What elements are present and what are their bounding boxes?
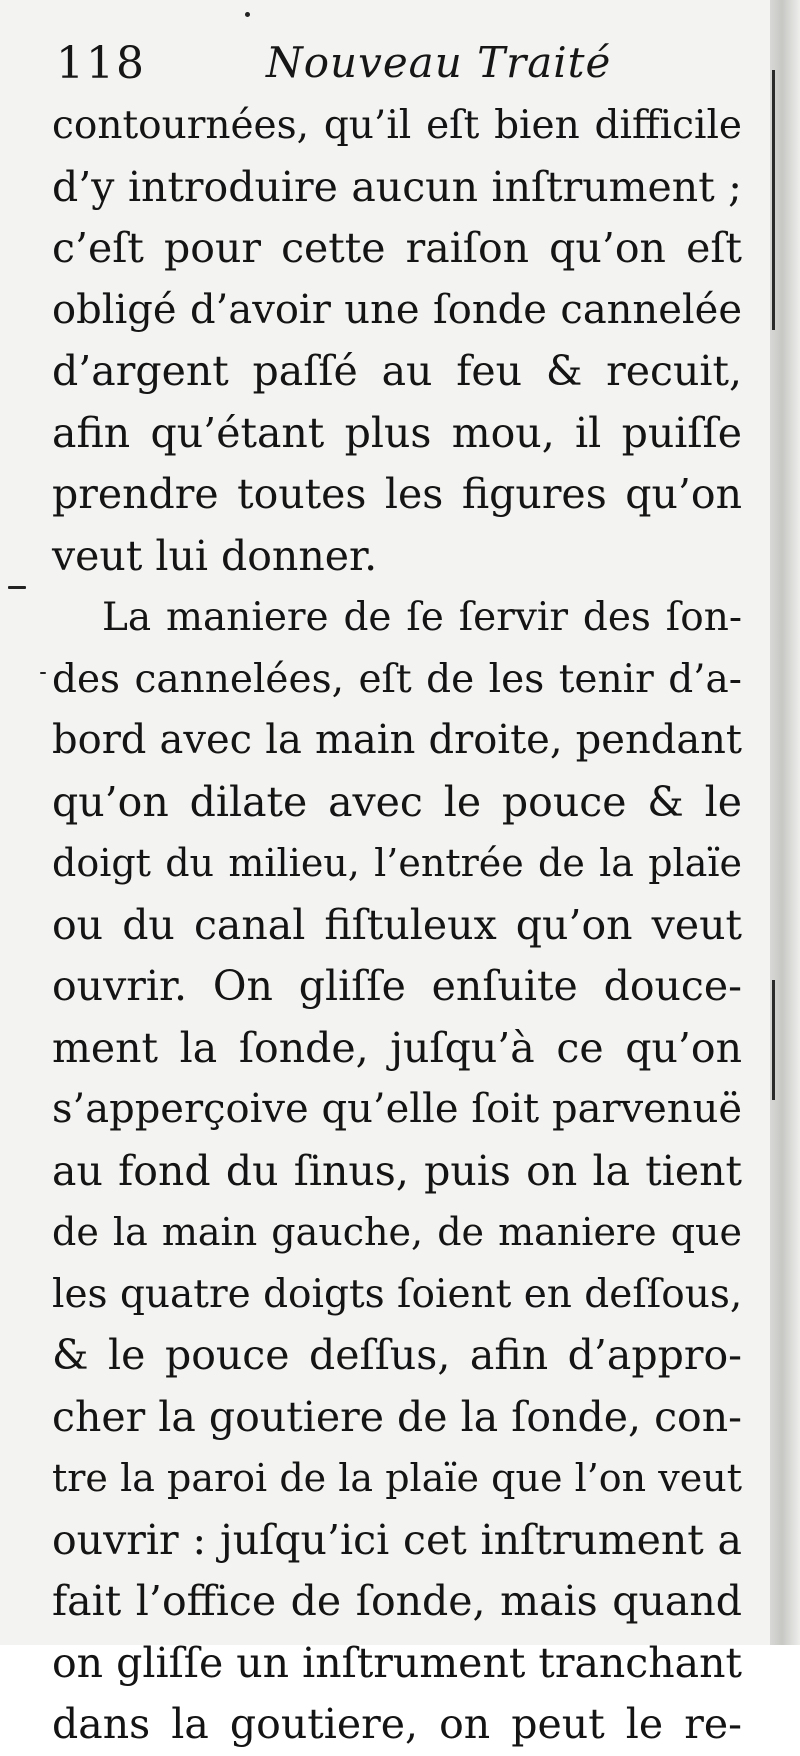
text-line: doigt du milieu, l’entrée de la plaïe (52, 841, 742, 885)
ink-speck (40, 672, 46, 674)
text-line: qu’on dilate avec le pouce & le (52, 777, 742, 826)
text-line: d’y introduire aucun inſtrument ; (52, 162, 742, 211)
text-line: veut lui donner. (52, 531, 378, 580)
text-line: au fond du ſinus, puis on la tient (52, 1146, 742, 1195)
text-line: ouvrir : juſqu’ici cet inſtrument a (52, 1515, 742, 1564)
text-line: d’argent paſſé au feu & recuit, (52, 347, 742, 395)
running-title: Nouveau Traité (266, 38, 612, 87)
text-line: obligé d’avoir une ſonde cannelée (52, 286, 742, 333)
body-text (52, 95, 742, 1756)
text-line: c’eſt pour cette raiſon qu’on eſt (52, 224, 742, 272)
text-line: ou du canal fiſtuleux qu’on veut (52, 900, 742, 949)
text-line: cher la goutiere de la ſonde, con- (52, 1392, 742, 1441)
page-header (52, 38, 742, 98)
paragraph-first-line: La maniere de ſe ſervir des ſon- (102, 595, 742, 640)
text-line: des cannelées, eſt de les tenir d’a- (52, 656, 742, 702)
binding-gutter (770, 0, 800, 1645)
text-line: ouvrir. On gliſſe enſuite douce- (52, 962, 742, 1010)
page-number: 118 (56, 38, 146, 89)
text-line: de la main gauche, de maniere que (52, 1210, 742, 1254)
text-line: dans la goutiere, on peut le re- (52, 1700, 742, 1748)
text-line: s’apperçoive qu’elle ſoit parvenuë (52, 1086, 742, 1132)
text-line: prendre toutes les figures qu’on (52, 470, 742, 518)
gutter-edge-mark (772, 70, 775, 330)
text-line: & le pouce deſſus, afin d’appro- (52, 1331, 742, 1379)
text-line: fait l’office de ſonde, mais quand (52, 1577, 742, 1625)
text-line: tre la paroi de la plaïe que l’on veut (52, 1456, 742, 1500)
text-line: afin qu’étant plus mou, il puiſſe (52, 408, 742, 457)
text-line: ment la ſonde, juſqu’à ce qu’on (52, 1023, 742, 1072)
text-line: les quatre doigts ſoient en deſſous, (52, 1271, 743, 1317)
text-line: bord avec la main droite, pendant (52, 717, 742, 763)
ink-speck (245, 12, 250, 17)
ink-speck (8, 586, 26, 589)
gutter-edge-mark (772, 980, 775, 1100)
text-line: on gliſſe un inſtrument tranchant (52, 1638, 742, 1687)
text-line: contournées, qu’il eſt bien difficile (52, 103, 742, 148)
